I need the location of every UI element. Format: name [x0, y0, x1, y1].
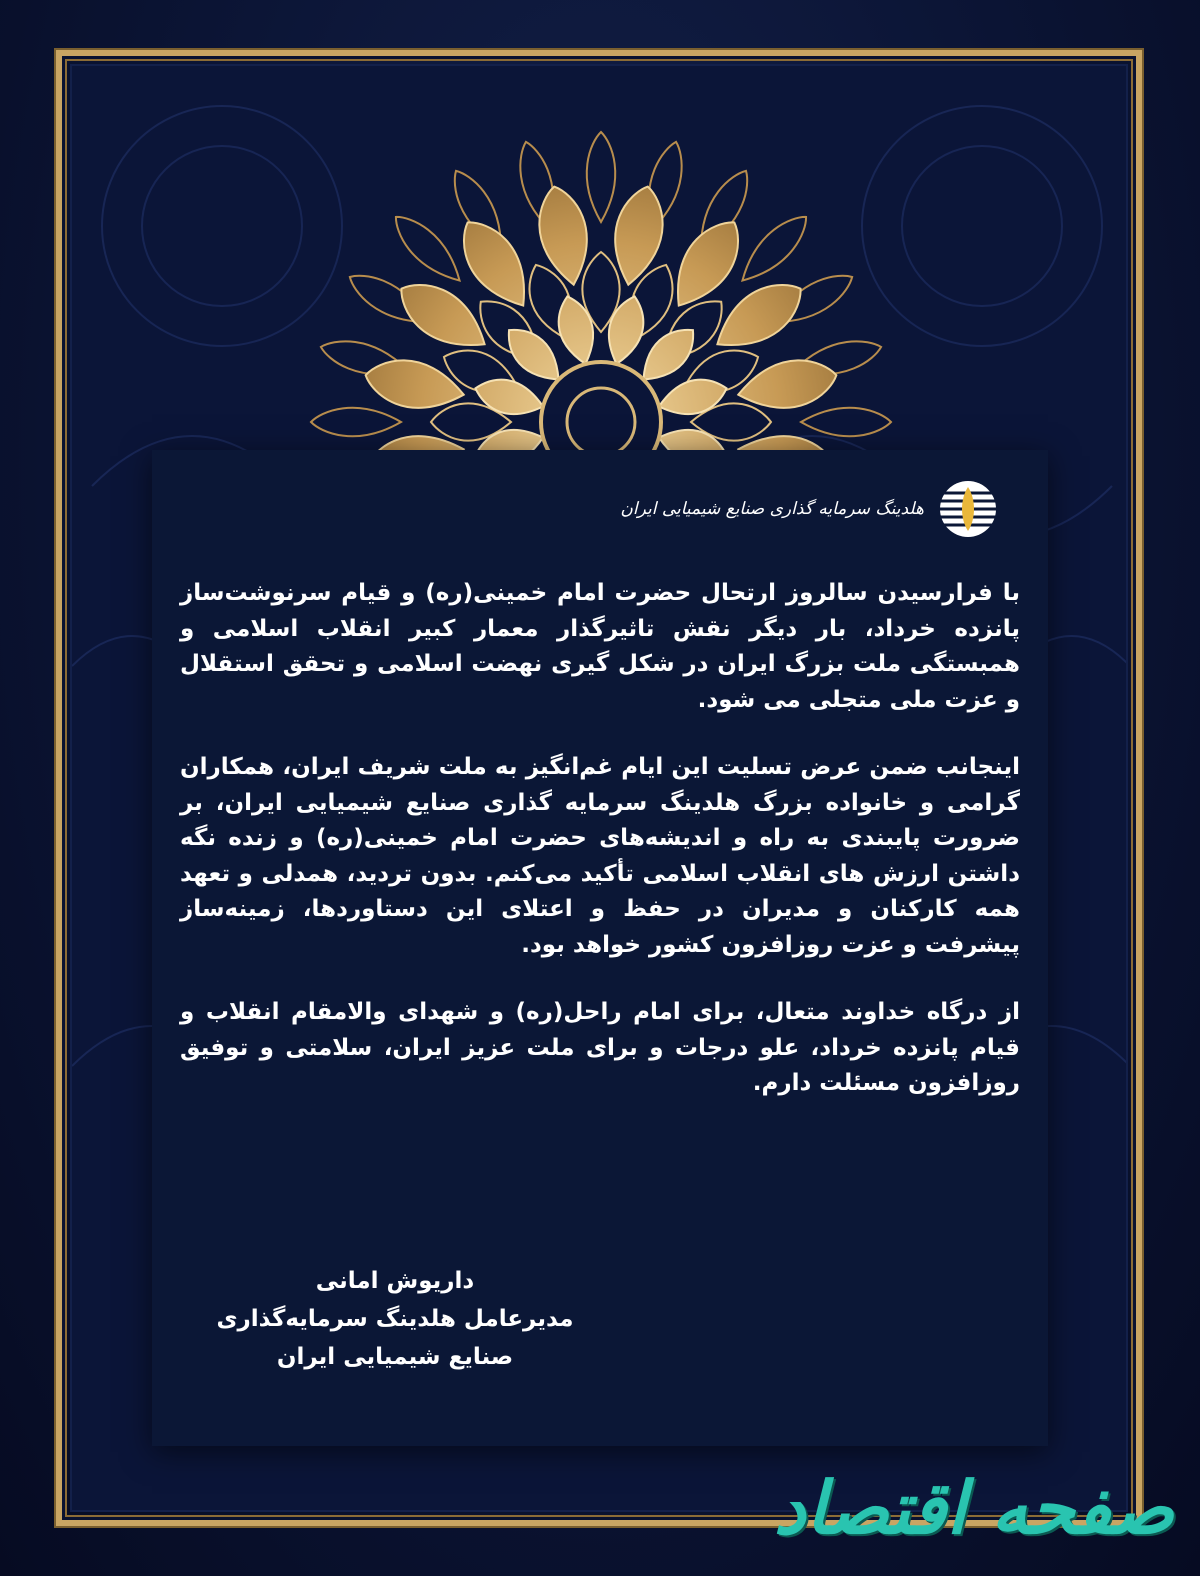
- holding-emblem-icon: [936, 477, 1000, 541]
- message-paragraph-3: از درگاه خداوند متعال، برای امام راحل(ره) و شهدای والامقام انقلاب و قیام پانزده خرداد، علو درجات و برای ملت عزیز ایران، سلامتی و توفیق روزافزون مسئلت دارم.: [180, 999, 1020, 1096]
- message-paragraph-1: با فرارسیدن سالروز ارتحال حضرت امام خمینی(ره) و قیام سرنوشت‌ساز پانزده خرداد، بار دیگر نقش تاثیرگذار معمار کبیر انقلاب اسلامی و همبستگی ملت بزرگ ایران در شکل گیری نهضت اسلامی و تحقق استقلال و عزت ملی متجلی می شود.: [180, 580, 1020, 713]
- signature-block: [180, 1262, 610, 1376]
- signatory-name: داریوش امانی: [315, 1268, 475, 1294]
- mandala-petal: [311, 408, 401, 436]
- signatory-title-line-1: مدیرعامل هلدینگ سرمایه‌گذاری: [216, 1306, 574, 1332]
- message-paragraph-2: اینجانب ضمن عرض تسلیت این ایام غم‌انگیز به ملت شریف ایران، همکاران گرامی و خانواده بزرگ هلدینگ سرمایه گذاری صنایع شیمیایی ایران، بر ضرورت پایبندی به راه و اندیشه‌های حضرت امام خمینی(ره) و زنده نگه داشتن ارزش های انقلاب اسلامی تأکید می‌کنم. بدون تردید، همدلی و تعهد همه کارکنان و مدیران در حفظ و اعتلای این دستاوردها، زمینه‌ساز پیشرفت و عزت روزافزون کشور خواهد بود.: [180, 754, 1020, 958]
- message-body: [180, 576, 1020, 1134]
- mandala-petal: [801, 408, 891, 436]
- mandala-petal: [732, 207, 816, 291]
- watermark-logo: [773, 1416, 1194, 1566]
- mandala-petal: [386, 207, 470, 291]
- company-logo-text: هلدینگ سرمایه گذاری صنایع شیمیایی ایران: [620, 499, 924, 519]
- signatory-title-line-2: صنایع شیمیایی ایران: [276, 1344, 514, 1370]
- company-logo: [620, 474, 1000, 544]
- mandala-petal: [587, 132, 615, 222]
- watermark-text: صفحه اقتصاد: [773, 1465, 1174, 1550]
